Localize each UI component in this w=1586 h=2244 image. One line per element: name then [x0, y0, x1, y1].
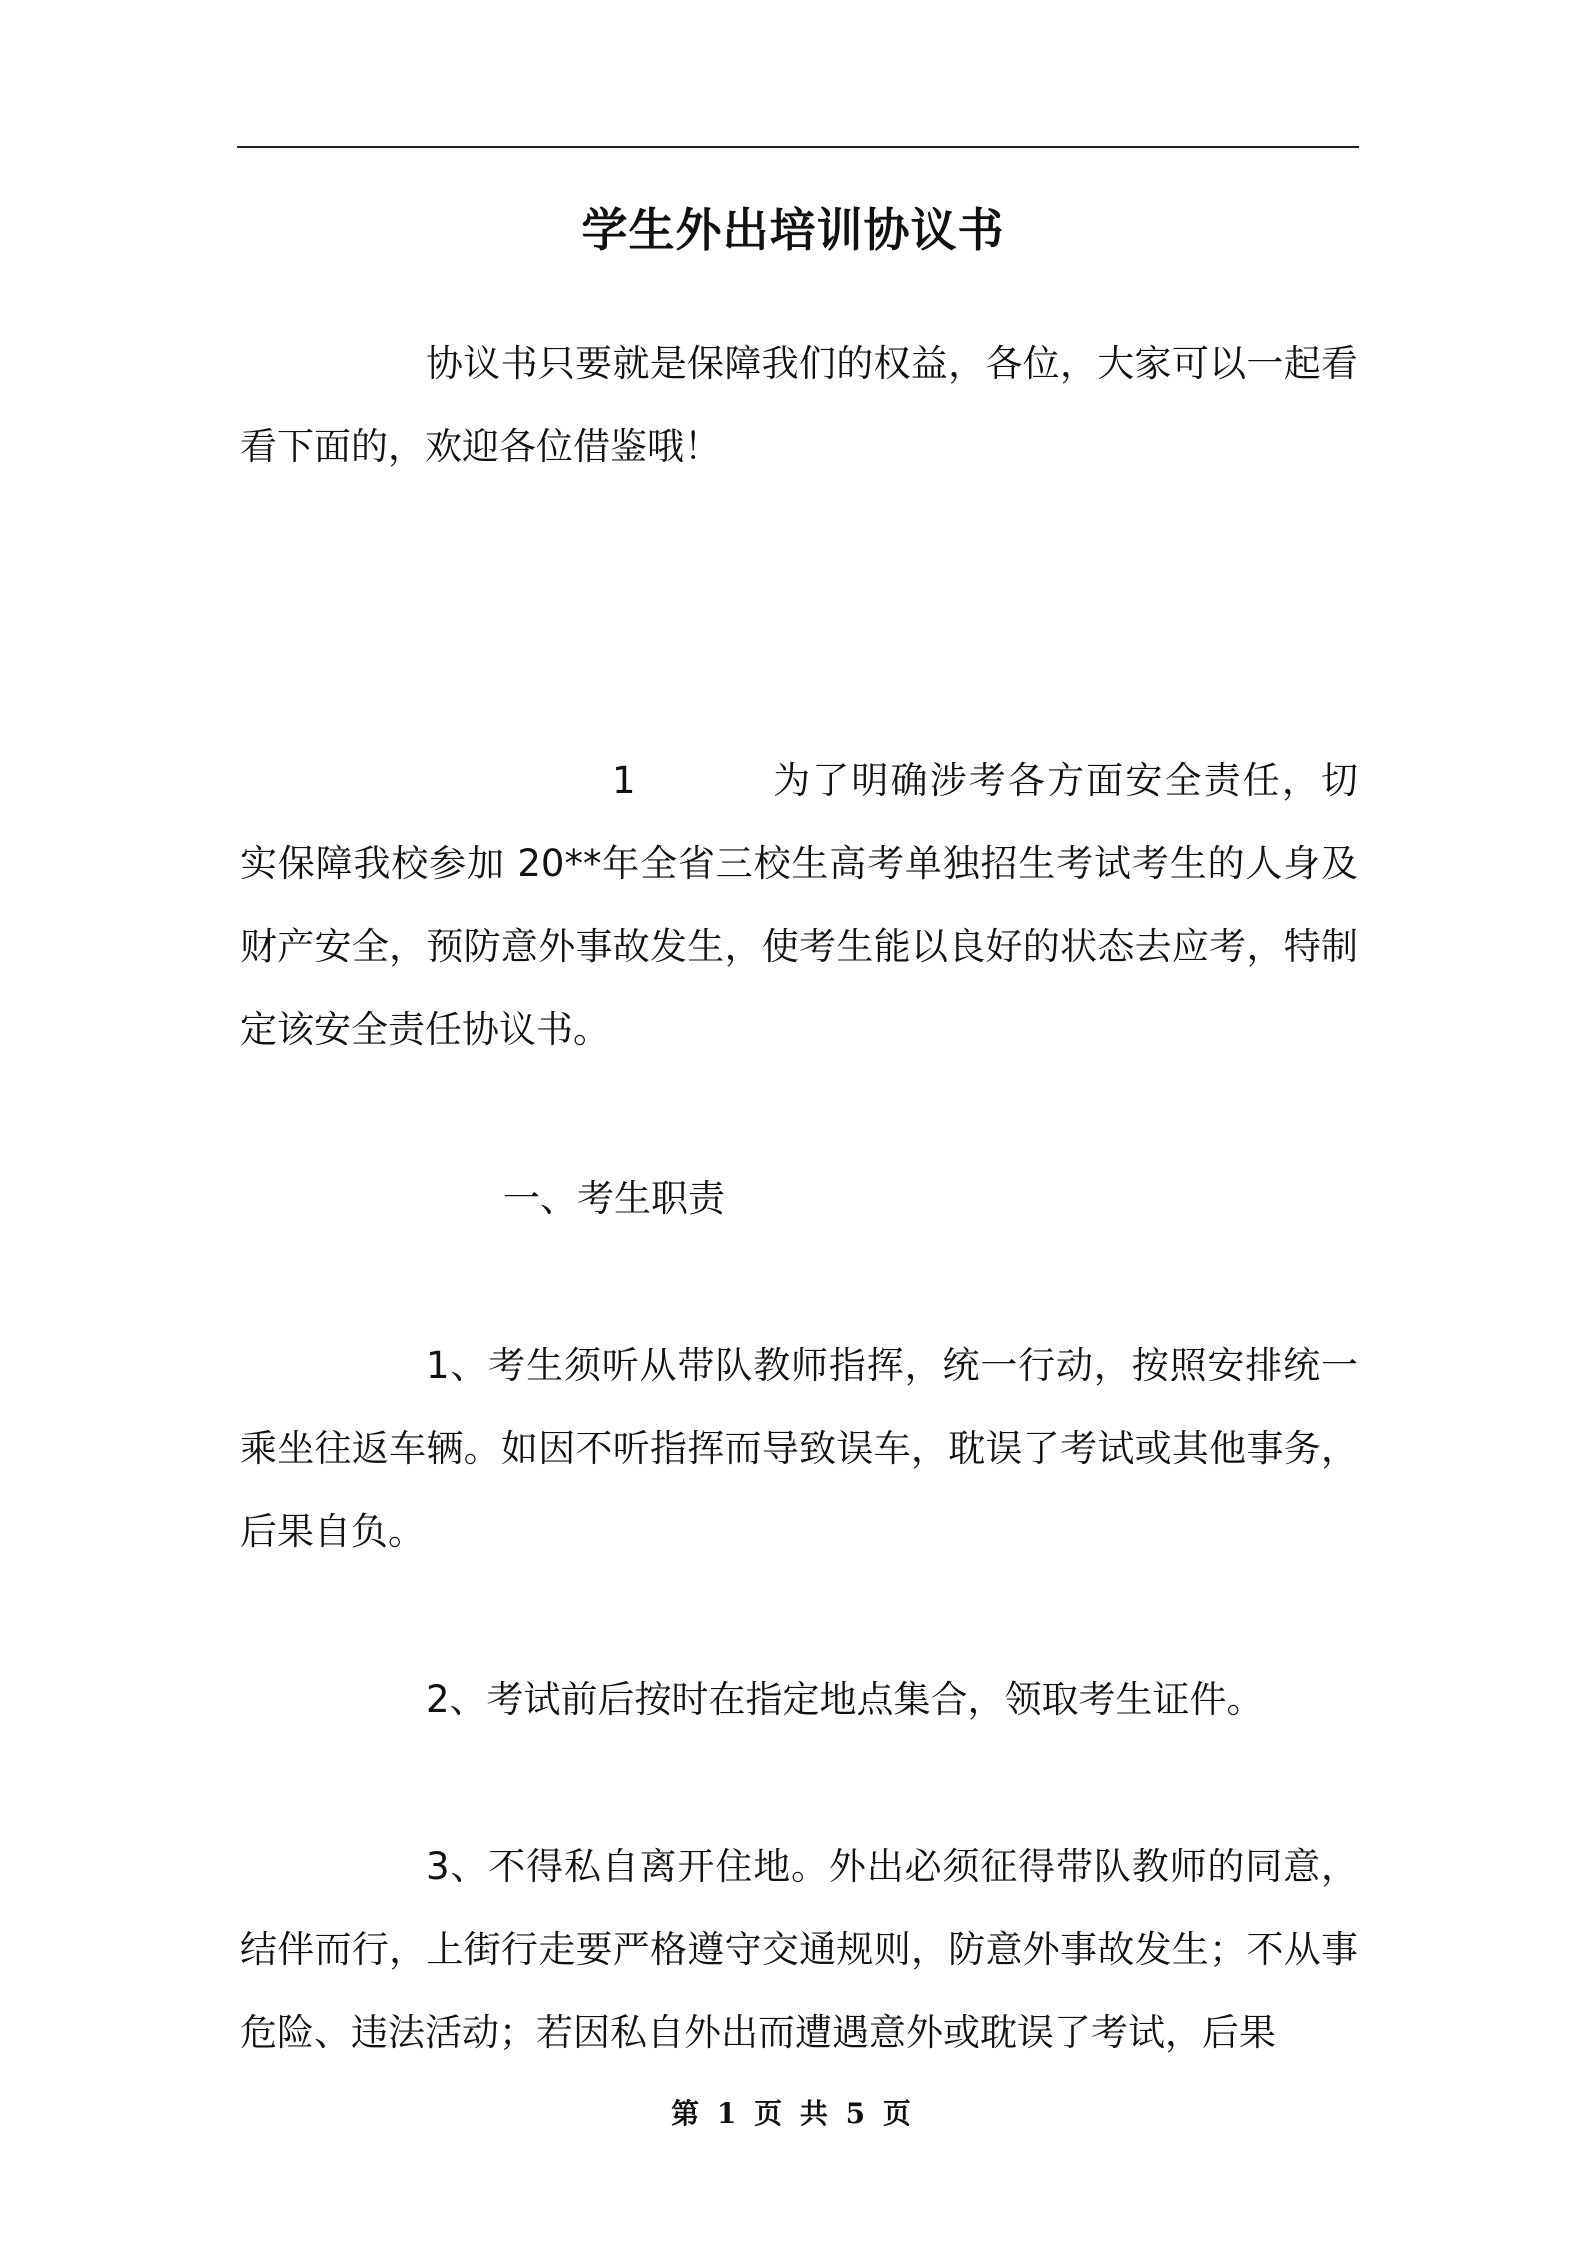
- page-footer: 第 1 页 共 5 页: [671, 2097, 915, 2130]
- paragraph-1-number: 1: [612, 759, 636, 802]
- intro-paragraph: 协议书只要就是保障我们的权益，各位，大家可以一起看看下面的，欢迎各位借鉴哦！: [240, 342, 1358, 468]
- paragraph-1-text: 为了明确涉考各方面安全责任，切实保障我校参加 20**年全省三校生高考单独招生考试考生的人身及财产安全，预防意外事故发生，使考生能以良好的状态去应考，特制定该安全责任协议书。: [240, 759, 1358, 1051]
- paragraph-1: [240, 739, 1358, 1071]
- list-item-1: 1、考生须听从带队教师指挥，统一行动，按照安排统一乘坐往返车辆。如因不听指挥而导致误车，耽误了考试或其他事务，后果自负。: [240, 1344, 1358, 1553]
- section-heading-1: 一、考生职责: [503, 1177, 725, 1220]
- header-rule: [237, 146, 1359, 148]
- list-item-3: 3、不得私自离开住地。外出必须征得带队教师的同意，结伴而行，上街行走要严格遵守交通规则，防意外事故发生；不从事危险、违法活动；若因私自外出而遭遇意外或耽误了考试，后果: [240, 1845, 1358, 2054]
- document-title: 学生外出培训协议书: [581, 203, 1005, 257]
- list-item-2: 2、考试前后按时在指定地点集合，领取考生证件。: [426, 1678, 1264, 1721]
